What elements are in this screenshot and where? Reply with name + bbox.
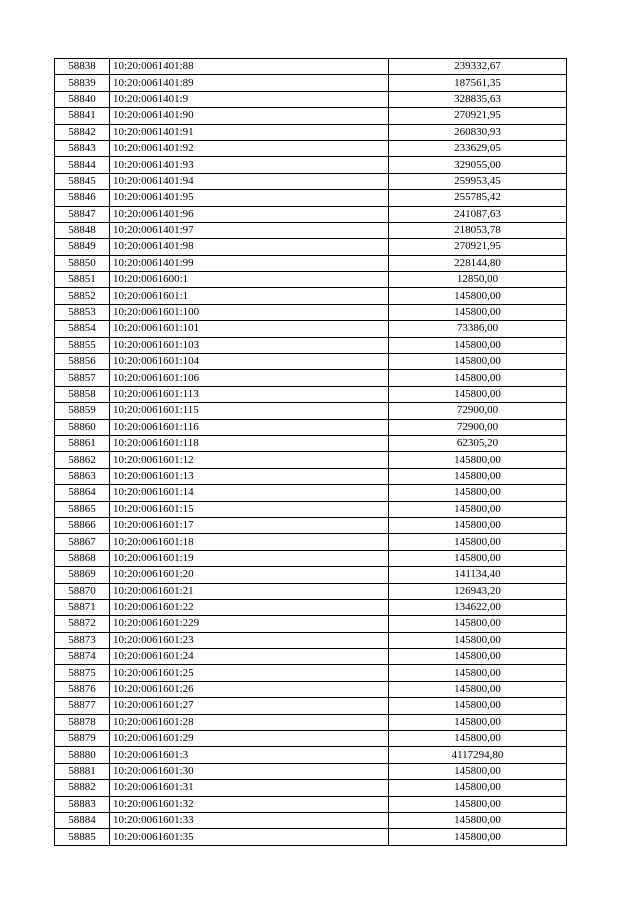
cadastral-number-cell: 10:20:0061601:113	[110, 386, 389, 402]
row-number-cell: 58841	[55, 108, 110, 124]
table-row	[55, 419, 567, 435]
table-row	[55, 485, 567, 501]
cadastral-number-cell: 10:20:0061401:91	[110, 124, 389, 140]
cadastral-number-cell: 10:20:0061601:32	[110, 796, 389, 812]
value-cell: 145800,00	[389, 632, 567, 648]
value-cell: 145800,00	[389, 829, 567, 845]
row-number-cell: 58876	[55, 681, 110, 697]
table-row	[55, 173, 567, 189]
row-number-cell: 58869	[55, 567, 110, 583]
table-row	[55, 75, 567, 91]
value-cell: 145800,00	[389, 731, 567, 747]
row-number-cell: 58851	[55, 272, 110, 288]
cadastral-number-cell: 10:20:0061601:229	[110, 616, 389, 632]
cadastral-number-cell: 10:20:0061601:35	[110, 829, 389, 845]
row-number-cell: 58878	[55, 714, 110, 730]
value-cell: 145800,00	[389, 681, 567, 697]
row-number-cell: 58853	[55, 304, 110, 320]
row-number-cell: 58847	[55, 206, 110, 222]
row-number-cell: 58881	[55, 763, 110, 779]
value-cell: 145800,00	[389, 665, 567, 681]
row-number-cell: 58862	[55, 452, 110, 468]
cadastral-number-cell: 10:20:0061401:98	[110, 239, 389, 255]
cadastral-number-cell: 10:20:0061601:115	[110, 403, 389, 419]
row-number-cell: 58859	[55, 403, 110, 419]
table-row	[55, 59, 567, 75]
value-cell: 145800,00	[389, 649, 567, 665]
table-row	[55, 157, 567, 173]
value-cell: 145800,00	[389, 468, 567, 484]
cadastral-number-cell: 10:20:0061601:106	[110, 370, 389, 386]
value-cell: 145800,00	[389, 550, 567, 566]
cadastral-number-cell: 10:20:0061401:92	[110, 140, 389, 156]
value-cell: 145800,00	[389, 763, 567, 779]
cadastral-number-cell: 10:20:0061601:116	[110, 419, 389, 435]
cadastral-number-cell: 10:20:0061401:94	[110, 173, 389, 189]
row-number-cell: 58877	[55, 698, 110, 714]
table-row	[55, 517, 567, 533]
table-row	[55, 632, 567, 648]
table-row	[55, 599, 567, 615]
table-row	[55, 91, 567, 107]
cadastral-number-cell: 10:20:0061601:14	[110, 485, 389, 501]
value-cell: 126943,20	[389, 583, 567, 599]
row-number-cell: 58880	[55, 747, 110, 763]
table-row	[55, 763, 567, 779]
cadastral-number-cell: 10:20:0061401:97	[110, 222, 389, 238]
cadastral-number-cell: 10:20:0061601:13	[110, 468, 389, 484]
cadastral-number-cell: 10:20:0061401:96	[110, 206, 389, 222]
row-number-cell: 58863	[55, 468, 110, 484]
row-number-cell: 58846	[55, 190, 110, 206]
value-cell: 145800,00	[389, 501, 567, 517]
row-number-cell: 58885	[55, 829, 110, 845]
table-row	[55, 649, 567, 665]
cadastral-number-cell: 10:20:0061401:95	[110, 190, 389, 206]
cadastral-number-cell: 10:20:0061601:28	[110, 714, 389, 730]
cadastral-number-cell: 10:20:0061601:22	[110, 599, 389, 615]
row-number-cell: 58843	[55, 140, 110, 156]
value-cell: 145800,00	[389, 517, 567, 533]
value-cell: 134622,00	[389, 599, 567, 615]
cadastral-number-cell: 10:20:0061601:27	[110, 698, 389, 714]
value-cell: 72900,00	[389, 403, 567, 419]
table-row	[55, 108, 567, 124]
table-row	[55, 222, 567, 238]
row-number-cell: 58882	[55, 780, 110, 796]
value-cell: 218053,78	[389, 222, 567, 238]
row-number-cell: 58870	[55, 583, 110, 599]
cadastral-number-cell: 10:20:0061401:9	[110, 91, 389, 107]
row-number-cell: 58842	[55, 124, 110, 140]
cadastral-number-cell: 10:20:0061601:30	[110, 763, 389, 779]
cadastral-number-cell: 10:20:0061401:93	[110, 157, 389, 173]
cadastral-number-cell: 10:20:0061601:17	[110, 517, 389, 533]
row-number-cell: 58866	[55, 517, 110, 533]
table-row	[55, 780, 567, 796]
cadastral-number-cell: 10:20:0061401:89	[110, 75, 389, 91]
table-row	[55, 435, 567, 451]
value-cell: 233629,05	[389, 140, 567, 156]
value-cell: 145800,00	[389, 337, 567, 353]
value-cell: 145800,00	[389, 616, 567, 632]
value-cell: 145800,00	[389, 370, 567, 386]
table-row	[55, 140, 567, 156]
table-row	[55, 190, 567, 206]
row-number-cell: 58872	[55, 616, 110, 632]
cadastral-number-cell: 10:20:0061601:103	[110, 337, 389, 353]
row-number-cell: 58857	[55, 370, 110, 386]
value-cell: 62305,20	[389, 435, 567, 451]
cadastral-number-cell: 10:20:0061601:19	[110, 550, 389, 566]
row-number-cell: 58854	[55, 321, 110, 337]
cadastral-number-cell: 10:20:0061401:88	[110, 59, 389, 75]
value-cell: 270921,95	[389, 108, 567, 124]
value-cell: 141134,40	[389, 567, 567, 583]
row-number-cell: 58848	[55, 222, 110, 238]
value-cell: 145800,00	[389, 288, 567, 304]
value-cell: 328835,63	[389, 91, 567, 107]
row-number-cell: 58873	[55, 632, 110, 648]
table-row	[55, 714, 567, 730]
cadastral-number-cell: 10:20:0061601:23	[110, 632, 389, 648]
cadastral-number-cell: 10:20:0061601:104	[110, 354, 389, 370]
table-row	[55, 354, 567, 370]
cadastral-value-table	[54, 58, 567, 846]
value-cell: 228144,80	[389, 255, 567, 271]
table-row	[55, 321, 567, 337]
table-row	[55, 534, 567, 550]
row-number-cell: 58838	[55, 59, 110, 75]
row-number-cell: 58861	[55, 435, 110, 451]
value-cell: 145800,00	[389, 698, 567, 714]
cadastral-number-cell: 10:20:0061601:29	[110, 731, 389, 747]
value-cell: 259953,45	[389, 173, 567, 189]
cadastral-number-cell: 10:20:0061601:100	[110, 304, 389, 320]
value-cell: 145800,00	[389, 354, 567, 370]
table-row	[55, 550, 567, 566]
row-number-cell: 58884	[55, 812, 110, 828]
value-cell: 145800,00	[389, 780, 567, 796]
table-body	[55, 59, 567, 846]
row-number-cell: 58883	[55, 796, 110, 812]
cadastral-number-cell: 10:20:0061601:24	[110, 649, 389, 665]
table-row	[55, 583, 567, 599]
value-cell: 255785,42	[389, 190, 567, 206]
row-number-cell: 58852	[55, 288, 110, 304]
table-row	[55, 124, 567, 140]
value-cell: 145800,00	[389, 304, 567, 320]
row-number-cell: 58860	[55, 419, 110, 435]
row-number-cell: 58849	[55, 239, 110, 255]
cadastral-number-cell: 10:20:0061601:118	[110, 435, 389, 451]
row-number-cell: 58874	[55, 649, 110, 665]
value-cell: 145800,00	[389, 812, 567, 828]
table-row	[55, 665, 567, 681]
table-row	[55, 829, 567, 845]
cadastral-number-cell: 10:20:0061601:101	[110, 321, 389, 337]
cadastral-number-cell: 10:20:0061401:90	[110, 108, 389, 124]
table-row	[55, 731, 567, 747]
cadastral-number-cell: 10:20:0061601:33	[110, 812, 389, 828]
table-row	[55, 796, 567, 812]
row-number-cell: 58864	[55, 485, 110, 501]
row-number-cell: 58855	[55, 337, 110, 353]
cadastral-number-cell: 10:20:0061601:18	[110, 534, 389, 550]
cadastral-number-cell: 10:20:0061601:1	[110, 288, 389, 304]
row-number-cell: 58879	[55, 731, 110, 747]
row-number-cell: 58850	[55, 255, 110, 271]
row-number-cell: 58845	[55, 173, 110, 189]
table-row	[55, 239, 567, 255]
cadastral-number-cell: 10:20:0061601:3	[110, 747, 389, 763]
value-cell: 145800,00	[389, 386, 567, 402]
value-cell: 145800,00	[389, 452, 567, 468]
value-cell: 187561,35	[389, 75, 567, 91]
value-cell: 145800,00	[389, 714, 567, 730]
row-number-cell: 58868	[55, 550, 110, 566]
row-number-cell: 58875	[55, 665, 110, 681]
row-number-cell: 58856	[55, 354, 110, 370]
table-row	[55, 370, 567, 386]
value-cell: 73386,00	[389, 321, 567, 337]
cadastral-number-cell: 10:20:0061601:31	[110, 780, 389, 796]
table-row	[55, 403, 567, 419]
value-cell: 260830,93	[389, 124, 567, 140]
cadastral-number-cell: 10:20:0061600:1	[110, 272, 389, 288]
cadastral-number-cell: 10:20:0061601:20	[110, 567, 389, 583]
cadastral-number-cell: 10:20:0061401:99	[110, 255, 389, 271]
table-row	[55, 304, 567, 320]
row-number-cell: 58865	[55, 501, 110, 517]
row-number-cell: 58867	[55, 534, 110, 550]
table-row	[55, 255, 567, 271]
value-cell: 145800,00	[389, 485, 567, 501]
value-cell: 145800,00	[389, 534, 567, 550]
cadastral-number-cell: 10:20:0061601:12	[110, 452, 389, 468]
table-row	[55, 501, 567, 517]
value-cell: 241087,63	[389, 206, 567, 222]
table-row	[55, 272, 567, 288]
cadastral-number-cell: 10:20:0061601:25	[110, 665, 389, 681]
table-row	[55, 681, 567, 697]
table-row	[55, 747, 567, 763]
table-row	[55, 206, 567, 222]
table-row	[55, 452, 567, 468]
row-number-cell: 58858	[55, 386, 110, 402]
value-cell: 4117294,80	[389, 747, 567, 763]
table-row	[55, 288, 567, 304]
value-cell: 239332,67	[389, 59, 567, 75]
value-cell: 12850,00	[389, 272, 567, 288]
table-row	[55, 812, 567, 828]
cadastral-number-cell: 10:20:0061601:26	[110, 681, 389, 697]
row-number-cell: 58844	[55, 157, 110, 173]
table-row	[55, 616, 567, 632]
row-number-cell: 58871	[55, 599, 110, 615]
table-row	[55, 698, 567, 714]
value-cell: 329055,00	[389, 157, 567, 173]
row-number-cell: 58839	[55, 75, 110, 91]
table-row	[55, 468, 567, 484]
table-row	[55, 386, 567, 402]
value-cell: 270921,95	[389, 239, 567, 255]
cadastral-number-cell: 10:20:0061601:15	[110, 501, 389, 517]
row-number-cell: 58840	[55, 91, 110, 107]
table-row	[55, 567, 567, 583]
cadastral-number-cell: 10:20:0061601:21	[110, 583, 389, 599]
value-cell: 145800,00	[389, 796, 567, 812]
table-row	[55, 337, 567, 353]
value-cell: 72900,00	[389, 419, 567, 435]
